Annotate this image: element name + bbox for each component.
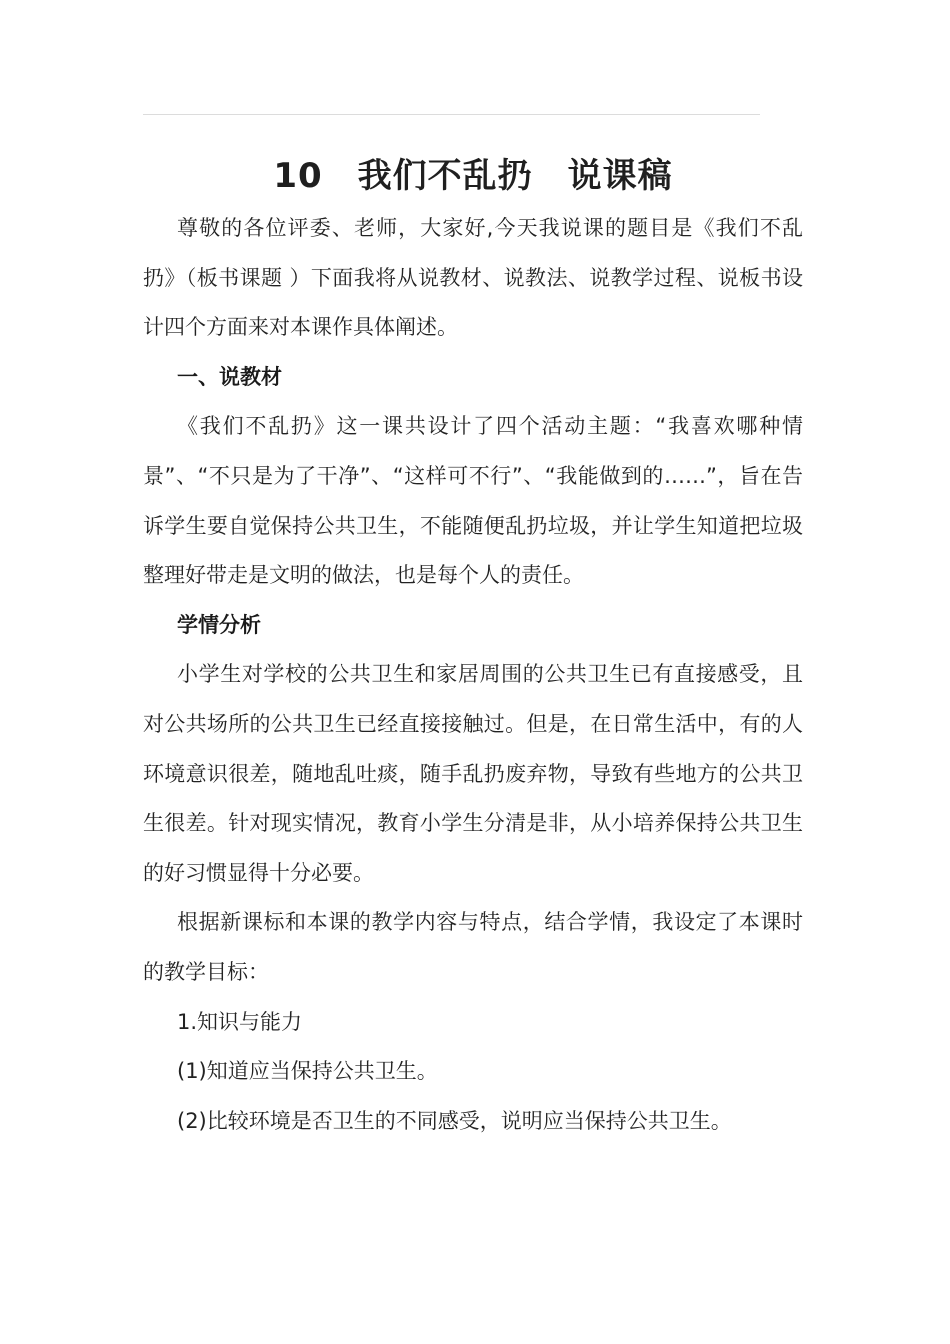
teaching-goals-intro: 根据新课标和本课的教学内容与特点，结合学情，我设定了本课时的教学目标： — [143, 910, 803, 984]
section-heading-student-analysis: 学情分析 — [177, 612, 261, 637]
section-heading-textbook: 一、说教材 — [177, 364, 282, 389]
page-title: 10 我们不乱扔 说课稿 — [273, 156, 673, 196]
intro-paragraph: 尊敬的各位评委、老师，大家好,今天我说课的题目是《我们不乱扔》（板书课题 ）下面我将从说教材、说教法、说教学过程、说板书设计四个方面来对本课作具体阐述。 — [143, 216, 803, 340]
document-body — [143, 148, 803, 1146]
goal-item: (1)知道应当保持公共卫生。 — [177, 1059, 438, 1084]
student-analysis-paragraph: 小学生对学校的公共卫生和家居周围的公共卫生已有直接感受，且对公共场所的公共卫生已经直接接触过。但是，在日常生活中，有的人环境意识很差，随地乱吐痰，随手乱扔废弃物，导致有些地方的公共卫生很差。针对现实情况，教育小学生分清是非，从小培养保持公共卫生的好习惯显得十分必要。 — [143, 662, 803, 885]
header-divider — [143, 114, 760, 115]
goal-knowledge-heading: 1.知识与能力 — [177, 1009, 303, 1034]
textbook-paragraph: 《我们不乱扔》这一课共设计了四个活动主题：“我喜欢哪种情景”、“不只是为了干净”、“这样可不行”、“我能做到的……”，旨在告诉学生要自觉保持公共卫生，不能随便乱扔垃圾，并让学生知道把垃圾整理好带走是文明的做法，也是每个人的责任。 — [143, 414, 803, 588]
goal-item: (2)比较环境是否卫生的不同感受，说明应当保持公共卫生。 — [177, 1108, 732, 1133]
